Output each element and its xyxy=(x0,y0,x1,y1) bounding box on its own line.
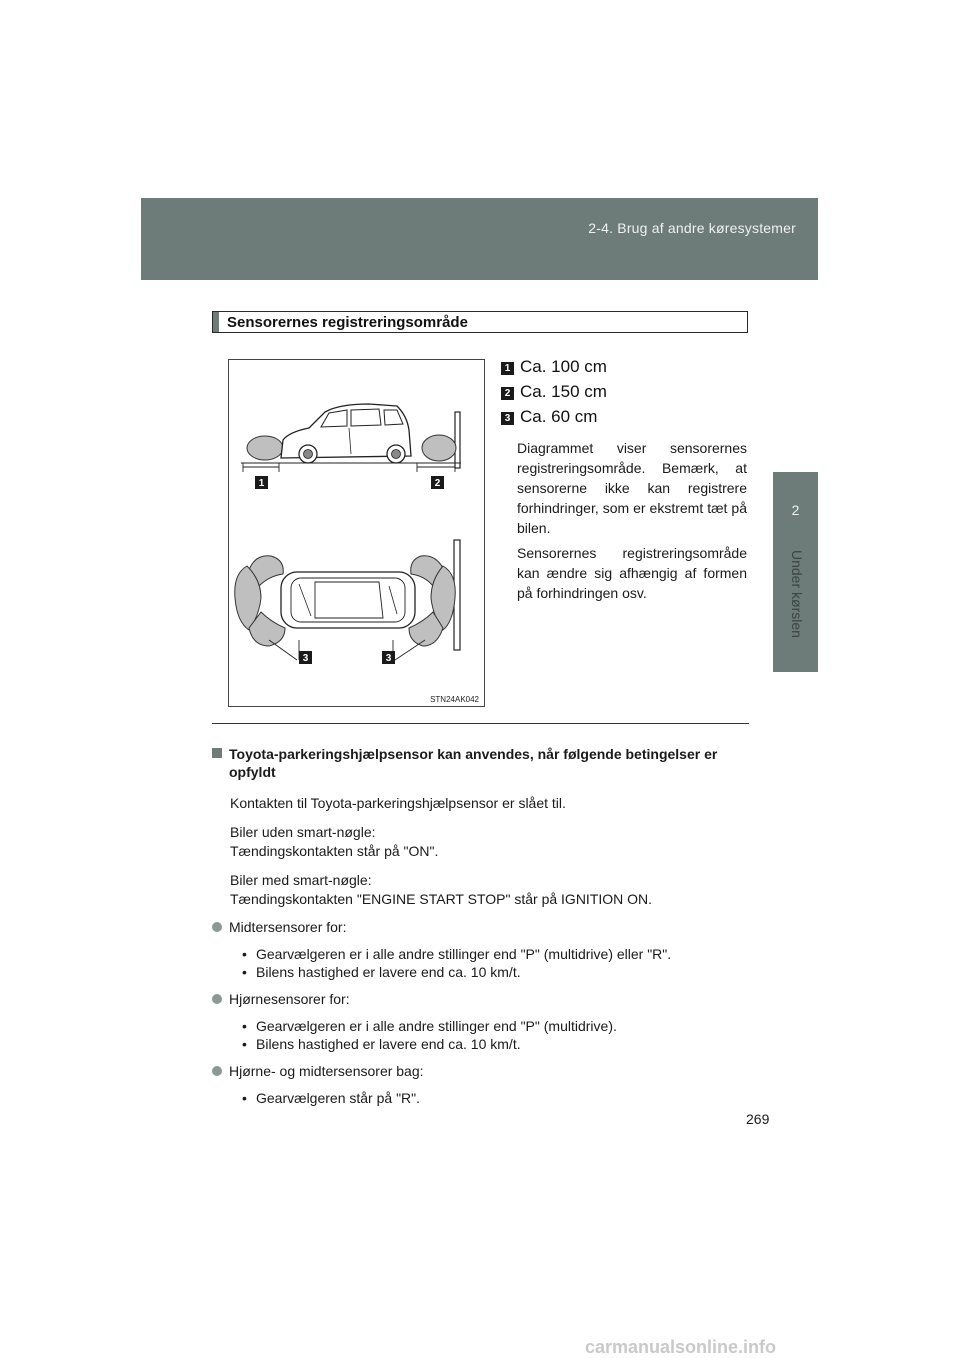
note-heading xyxy=(212,745,752,781)
legend-item-2 xyxy=(501,382,749,407)
callout-2-text: 2 xyxy=(434,478,441,489)
callout-3b-text: 3 xyxy=(385,653,392,664)
front-detection-zone xyxy=(247,436,283,460)
square-bullet-icon xyxy=(212,748,222,758)
group-3-title-text: Hjørne- og midtersensorer bag: xyxy=(229,1063,424,1079)
description-paragraph-2: Sensorernes registreringsområde kan ændre sig afhængig af formen på forhindringen osv. xyxy=(517,545,747,601)
section-title-bar xyxy=(213,312,219,332)
chapter-label: Under kørslen xyxy=(789,550,805,638)
group-1-bullet-2: • Bilens hastighed er lavere end ca. 10 km/t. xyxy=(242,963,752,981)
section-title-box xyxy=(212,311,748,333)
legend-item-1 xyxy=(501,357,749,382)
legend-text-2: Ca. 150 cm xyxy=(520,382,607,401)
group-2-title xyxy=(212,990,752,1009)
group-1-bullet-1: • Gearvælgeren er i alle andre stillinger end "P" (multidrive) eller "R". xyxy=(242,945,752,963)
section-divider xyxy=(212,723,749,724)
group-3-bullet-1: • Gearvælgeren står på "R". xyxy=(242,1089,752,1107)
callout-2-badge xyxy=(431,476,444,489)
group-1-title-text: Midtersensorer for: xyxy=(229,919,347,935)
group-3-title xyxy=(212,1062,752,1081)
legend-item-3 xyxy=(501,407,749,432)
callout-3a-text: 3 xyxy=(302,653,309,664)
note-paragraph-3-line2: Tændingskontakten "ENGINE START STOP" står på IGNITION ON. xyxy=(230,891,653,907)
dimension-line-rear-diagonal xyxy=(395,640,425,660)
note-paragraph-3-line1: Biler med smart-nøgle: xyxy=(230,872,372,888)
page-number: 269 xyxy=(746,1111,770,1127)
sensor-range-illustration xyxy=(229,360,484,706)
conditions-notes xyxy=(212,745,752,1107)
sensor-range-figure xyxy=(228,359,485,707)
group-2-bullet-1: • Gearvælgeren er i alle andre stillinger end "P" (multidrive). xyxy=(242,1017,752,1035)
group-1-title xyxy=(212,918,752,937)
section-title: Sensorernes registreringsområde xyxy=(227,314,468,331)
callout-3a-badge xyxy=(299,651,312,664)
header-section-title: 2-4. Brug af andre køresystemer xyxy=(588,220,796,236)
legend-badge-2: 2 xyxy=(501,387,514,400)
description-paragraph-1: Diagrammet viser sensorernes registreringsområde. Bemærk, at sensorerne ikke kan registrere forhindringer, som er ekstremt tæt på bilen. xyxy=(517,440,747,536)
circle-bullet-icon xyxy=(212,994,222,1004)
car-side-view-icon xyxy=(281,404,411,463)
callout-1-text: 1 xyxy=(258,478,265,489)
chapter-number: 2 xyxy=(791,502,800,518)
legend xyxy=(501,357,749,432)
legend-text-3: Ca. 60 cm xyxy=(520,407,598,426)
watermark: carmanualsonline.info xyxy=(585,1337,777,1357)
rear-detection-zone xyxy=(422,435,456,461)
group-2-title-text: Hjørnesensorer for: xyxy=(229,991,350,1007)
figure-code: STN24AK042 xyxy=(430,695,479,704)
note-paragraph-2-line2: Tændingskontakten står på "ON". xyxy=(230,843,439,859)
legend-badge-1: 1 xyxy=(501,362,514,375)
note-paragraph-1: Kontakten til Toyota-parkeringshjælpsensor er slået til. xyxy=(230,795,566,811)
page-header xyxy=(141,198,818,280)
legend-badge-3: 3 xyxy=(501,412,514,425)
note-paragraph-2-line1: Biler uden smart-nøgle: xyxy=(230,824,376,840)
legend-text-1: Ca. 100 cm xyxy=(520,357,607,376)
dimension-line-front-diagonal xyxy=(269,640,297,660)
circle-bullet-icon xyxy=(212,1066,222,1076)
group-2-bullet-2: • Bilens hastighed er lavere end ca. 10 km/t. xyxy=(242,1035,752,1053)
callout-1-badge xyxy=(255,476,268,489)
chapter-label-wrap xyxy=(783,550,813,650)
wall-side-view xyxy=(455,412,460,468)
callout-3b-badge xyxy=(382,651,395,664)
car-top-view-icon xyxy=(281,572,415,628)
note-heading-text: Toyota-parkeringshjælpsensor kan anvendes, når følgende betingelser er opfyldt xyxy=(229,746,718,780)
circle-bullet-icon xyxy=(212,922,222,932)
